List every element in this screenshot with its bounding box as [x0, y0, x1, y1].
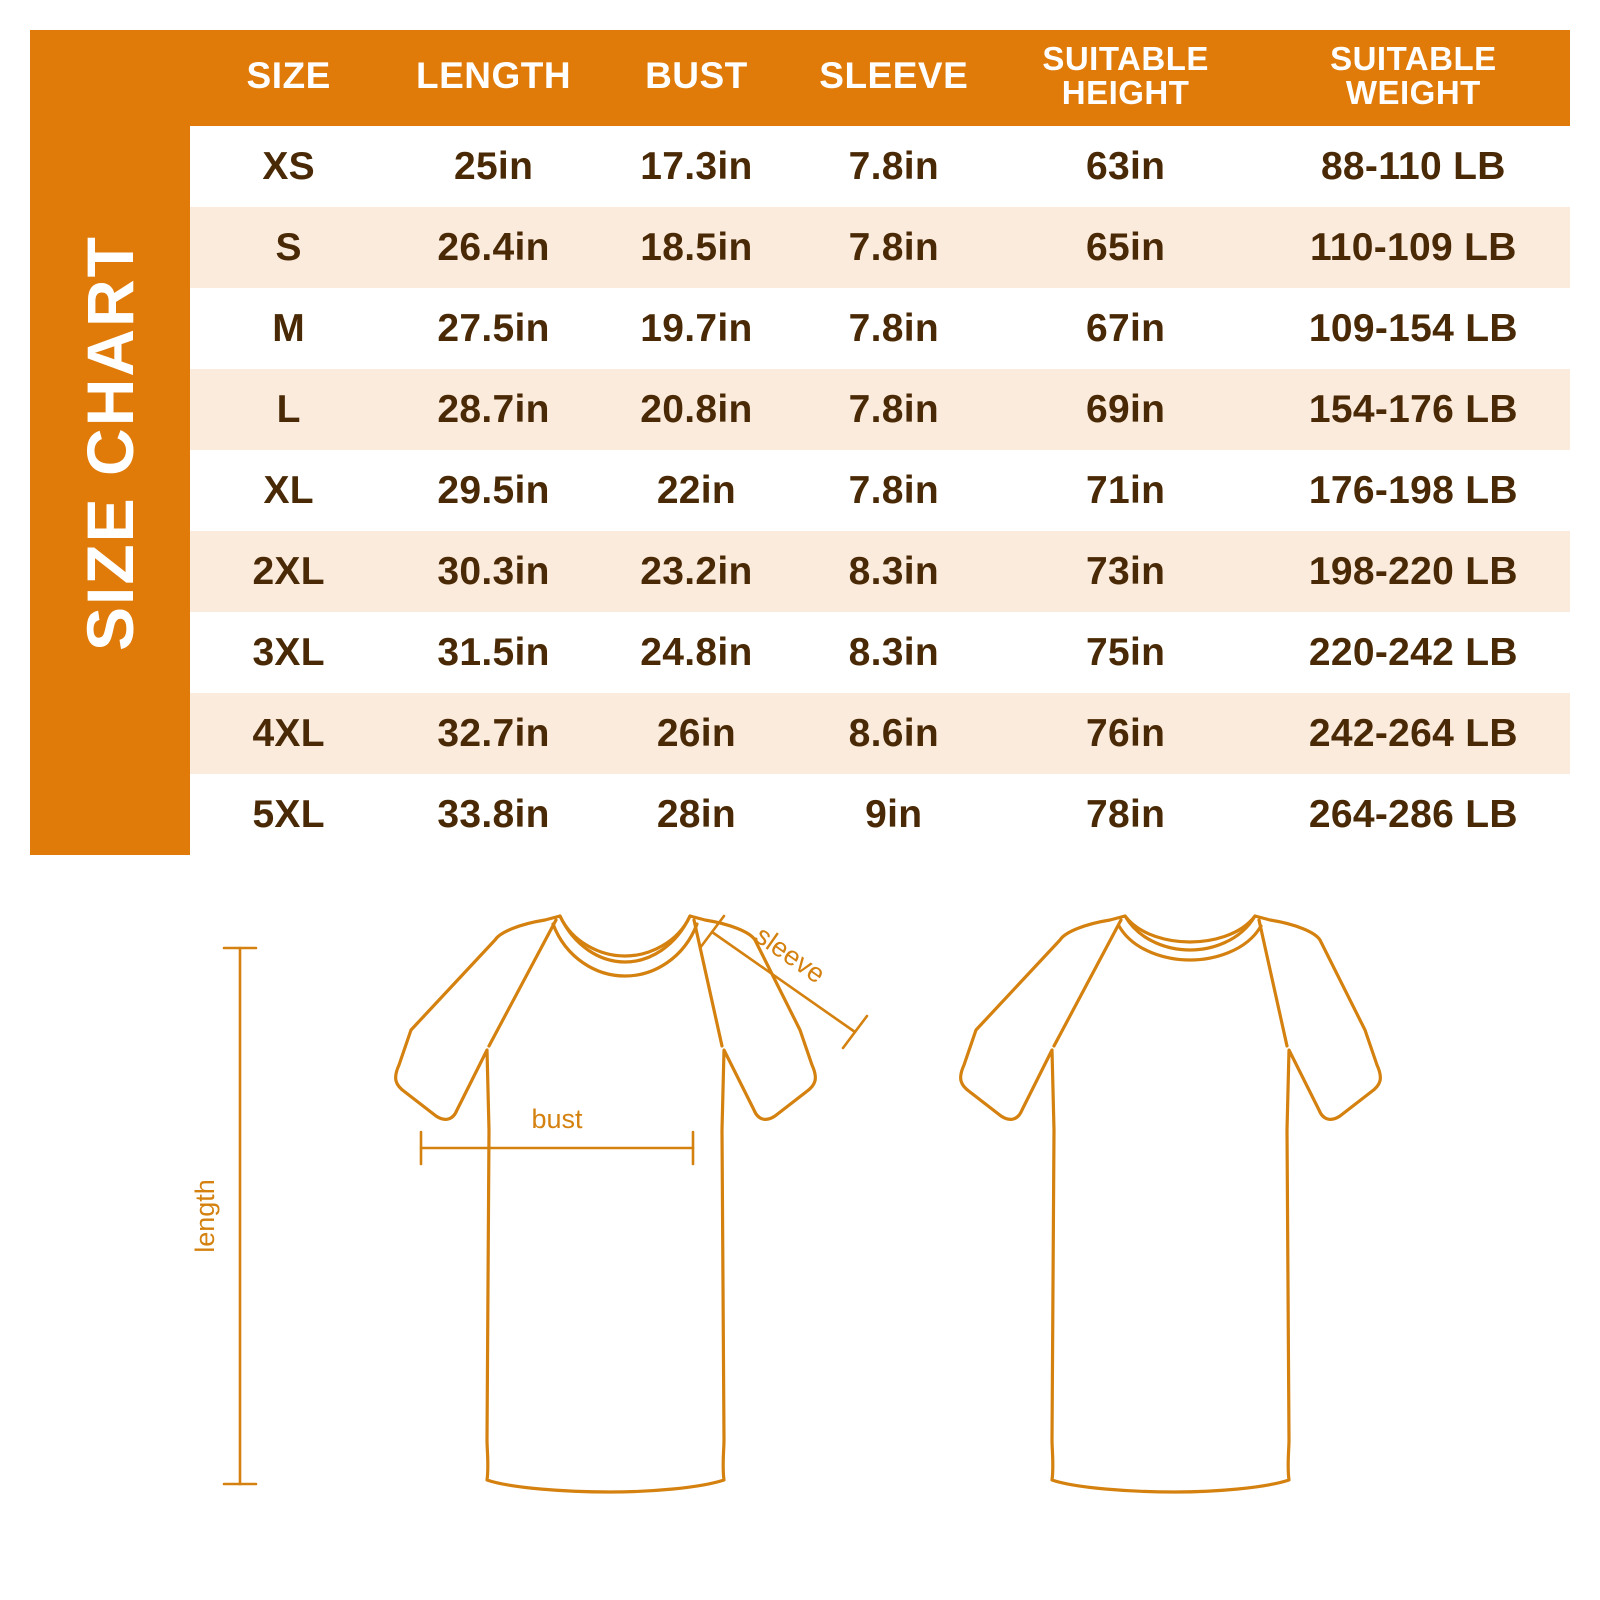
cell-weight: 198-220 LB	[1257, 531, 1570, 612]
column-header-length: LENGTH	[387, 30, 600, 126]
size-chart-block	[30, 30, 1570, 855]
cell-height: 65in	[995, 207, 1257, 288]
cell-length: 26.4in	[387, 207, 600, 288]
cell-length: 33.8in	[387, 774, 600, 855]
cell-sleeve: 7.8in	[793, 126, 994, 207]
cell-weight: 110-109 LB	[1257, 207, 1570, 288]
cell-length: 30.3in	[387, 531, 600, 612]
table-header-row	[190, 30, 1570, 126]
column-header-suitable-height	[995, 30, 1257, 126]
cell-weight: 176-198 LB	[1257, 450, 1570, 531]
cell-sleeve: 7.8in	[793, 450, 994, 531]
cell-height: 75in	[995, 612, 1257, 693]
column-header-bust: BUST	[600, 30, 793, 126]
cell-bust: 26in	[600, 693, 793, 774]
cell-size: M	[190, 288, 387, 369]
column-header-suitable-height-line1: SUITABLE	[1042, 40, 1209, 78]
size-chart-table	[190, 30, 1570, 855]
cell-weight: 88-110 LB	[1257, 126, 1570, 207]
cell-bust: 17.3in	[600, 126, 793, 207]
bust-dimension	[421, 1132, 693, 1164]
cell-height: 63in	[995, 126, 1257, 207]
cell-size: XL	[190, 450, 387, 531]
cell-size: S	[190, 207, 387, 288]
cell-size: 3XL	[190, 612, 387, 693]
cell-bust: 18.5in	[600, 207, 793, 288]
column-header-suitable-weight-line1: SUITABLE	[1330, 40, 1497, 78]
cell-bust: 24.8in	[600, 612, 793, 693]
cell-sleeve: 7.8in	[793, 207, 994, 288]
cell-length: 29.5in	[387, 450, 600, 531]
column-header-suitable-weight	[1257, 30, 1570, 126]
cell-bust: 28in	[600, 774, 793, 855]
cell-size: XS	[190, 126, 387, 207]
cell-size: 5XL	[190, 774, 387, 855]
cell-sleeve: 7.8in	[793, 288, 994, 369]
table-row	[190, 369, 1570, 450]
table-row	[190, 207, 1570, 288]
cell-length: 32.7in	[387, 693, 600, 774]
cell-weight: 264-286 LB	[1257, 774, 1570, 855]
table-row	[190, 126, 1570, 207]
size-chart-table-area	[190, 30, 1570, 855]
bust-label: bust	[531, 1104, 583, 1134]
cell-sleeve: 9in	[793, 774, 994, 855]
cell-height: 69in	[995, 369, 1257, 450]
table-row	[190, 531, 1570, 612]
length-dimension	[224, 948, 256, 1484]
cell-weight: 242-264 LB	[1257, 693, 1570, 774]
cell-length: 27.5in	[387, 288, 600, 369]
cell-weight: 154-176 LB	[1257, 369, 1570, 450]
cell-height: 78in	[995, 774, 1257, 855]
table-row	[190, 288, 1570, 369]
size-chart-side-label-text: SIZE CHART	[73, 234, 147, 651]
cell-height: 67in	[995, 288, 1257, 369]
cell-sleeve: 8.3in	[793, 531, 994, 612]
cell-length: 31.5in	[387, 612, 600, 693]
tshirt-front-outline	[396, 916, 816, 1492]
cell-bust: 23.2in	[600, 531, 793, 612]
cell-bust: 22in	[600, 450, 793, 531]
size-chart-side-label	[30, 30, 190, 855]
table-row	[190, 612, 1570, 693]
cell-size: L	[190, 369, 387, 450]
cell-length: 25in	[387, 126, 600, 207]
column-header-suitable-weight-line2: WEIGHT	[1345, 74, 1481, 111]
cell-bust: 19.7in	[600, 288, 793, 369]
cell-sleeve: 8.6in	[793, 693, 994, 774]
cell-size: 2XL	[190, 531, 387, 612]
cell-height: 73in	[995, 531, 1257, 612]
cell-height: 71in	[995, 450, 1257, 531]
cell-length: 28.7in	[387, 369, 600, 450]
cell-sleeve: 7.8in	[793, 369, 994, 450]
column-header-suitable-height-line2: HEIGHT	[1061, 74, 1190, 111]
column-header-sleeve: SLEEVE	[793, 30, 994, 126]
length-label: length	[190, 1179, 220, 1253]
cell-height: 76in	[995, 693, 1257, 774]
cell-size: 4XL	[190, 693, 387, 774]
tshirt-measurement-diagram	[0, 880, 1600, 1580]
cell-weight: 220-242 LB	[1257, 612, 1570, 693]
cell-bust: 20.8in	[600, 369, 793, 450]
table-row	[190, 450, 1570, 531]
table-row	[190, 774, 1570, 855]
table-row	[190, 693, 1570, 774]
column-header-size: SIZE	[190, 30, 387, 126]
tshirt-back-outline	[961, 916, 1381, 1492]
sleeve-label: sleeve	[749, 919, 831, 990]
cell-weight: 109-154 LB	[1257, 288, 1570, 369]
cell-sleeve: 8.3in	[793, 612, 994, 693]
